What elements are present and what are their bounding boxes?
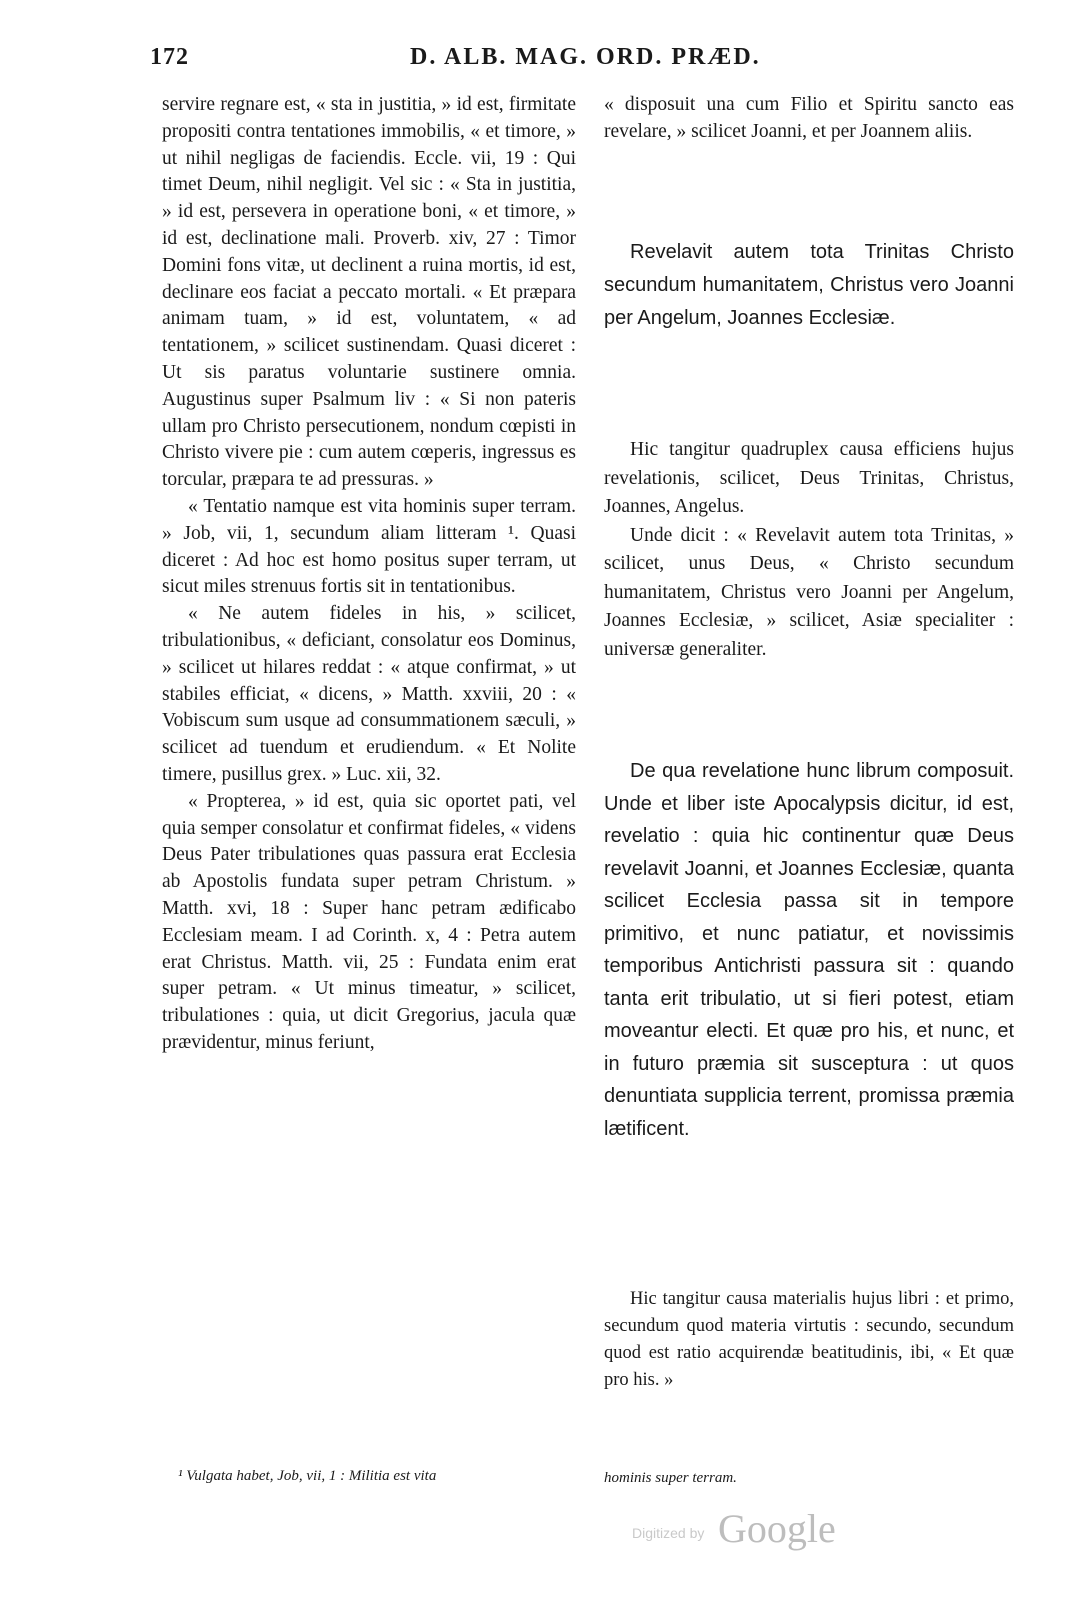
google-watermark: Google: [718, 1506, 836, 1551]
gloss-block: [604, 436, 1014, 664]
digitized-by-label: Digitized by: [632, 1525, 705, 1541]
commentary-paragraph: « Tentatio namque est vita hominis super terram. » Job, vii, 1, secundum aliam litteram ¹. Quasi diceret : Ad hoc est homo positus super terram, ut sicut miles strenuus fortis sit in tentationibus.: [162, 495, 576, 598]
right-column-continuation: [604, 92, 1014, 146]
commentary-paragraph: servire regnare est, « sta in justitia, » id est, firmitate propositi contra tentationes immobilis, « et timore, » ut nihil negligas de faciendis. Eccle. vii, 19 : Qui timet Deum, nihil negligit. Vel sic : « Sta in justitia, » id est, persevera in operatione boni, « et timore, » id est, declinatione mali. Proverb. xiv, 27 : Timor Domini fons vitæ, ut declinent a ruina mortis, id est, declinare eos faciat a peccato mortali. « Et præpara animam tuam, » id est, voluntatem, « ad tentationem, » scilicet sustinendam. Quasi diceret : Ut sis paratus voluntarie sustinere omnia. Augustinus super Psalmum liv : « Si non pateris ullam pro Christo persecutionem, nondum cœpisti in Christo vivere pie : cum autem cœperis, ingressus es torcular, præpara te ad pressuras. »: [162, 94, 576, 491]
page-number: 172: [150, 44, 189, 70]
scripture-summary: [604, 755, 1014, 1145]
footnote-continuation: hominis super terram.: [604, 1470, 737, 1486]
footnote: ¹ Vulgata habet, Job, vii, 1 : Militia est vita: [178, 1468, 437, 1484]
gloss-paragraph: Hic tangitur causa materialis hujus libri : et primo, secundum quod materia virtutis : secundo, secundum quod est ratio acquirendæ beatitudinis, ibi, « Et quæ pro his. »: [604, 1289, 1014, 1390]
commentary-paragraph: « Ne autem fideles in his, » scilicet, tribulationibus, « deficiant, consolatur eos Dominus, » scilicet ut hilares reddat : « atque confirmat, » ut stabiles efficiat, « dicens, » Matth. xxviii, 20 : « Vobiscum sum usque ad consummationem sæculi, » scilicet ad tuendum et erudiendum. « Et Nolite timere, pusillus grex. » Luc. xii, 32.: [162, 603, 576, 785]
gloss-paragraph: Hic tangitur quadruplex causa efficiens hujus revelationis, scilicet, Deus Trinitas, Christus, Joannes, Angelus.: [604, 439, 1014, 517]
running-title: D. ALB. MAG. ORD. PRÆD.: [410, 44, 761, 70]
left-column: [162, 92, 576, 1057]
commentary-paragraph: « disposuit una cum Filio et Spiritu sancto eas revelare, » scilicet Joanni, et per Joannem aliis.: [604, 94, 1014, 142]
summary-text: De qua revelatione hunc librum composuit. Unde et liber iste Apocalypsis dicitur, id est, revelatio : quia hic continentur quæ Deus revelavit Joanni, et Joannes Ecclesiæ, quanta scilicet Ecclesia passa sit in tempore primitivo, et nunc patiatur, et novissimis temporibus Antichristi passura sit : quando tanta erit tribulatio, ut si fieri potest, etiam moveantur electi. Et quæ pro his, et nunc, et in futuro præmia sit susceptura : ut quos denuntiata supplicia terrent, promissa præmia lætificent.: [604, 760, 1014, 1140]
gloss-paragraph: Unde dicit : « Revelavit autem tota Trinitas, » scilicet, unus Deus, « Christo secundum humanitatem, Christus vero Joanni per Angelum, Joannes Ecclesiæ, » scilicet, Asiæ specialiter : universæ generaliter.: [604, 524, 1014, 660]
commentary-paragraph: « Propterea, » id est, quia sic oportet pati, vel quia semper consolatur et confirmat fideles, « videns Deus Pater tribulationes quas passura erat Ecclesia ab Apostolis fundata super petram Christum. » Matth. xvi, 18 : Super hanc petram ædificabo Ecclesiam meam. I ad Corinth. x, 4 : Petra autem erat Christus. Matth. vii, 25 : Fundata enim erat super petram. « Ut minus timeatur, » scilicet, tribulationes : quia, ut dicit Gregorius, jacula quæ prævidentur, minus feriunt,: [162, 790, 576, 1053]
gloss-block: [604, 1286, 1014, 1394]
scripture-summary: [604, 236, 1014, 335]
summary-text: Revelavit autem tota Trinitas Christo secundum humanitatem, Christus vero Joanni per Angelum, Joannes Ecclesiæ.: [604, 241, 1014, 329]
